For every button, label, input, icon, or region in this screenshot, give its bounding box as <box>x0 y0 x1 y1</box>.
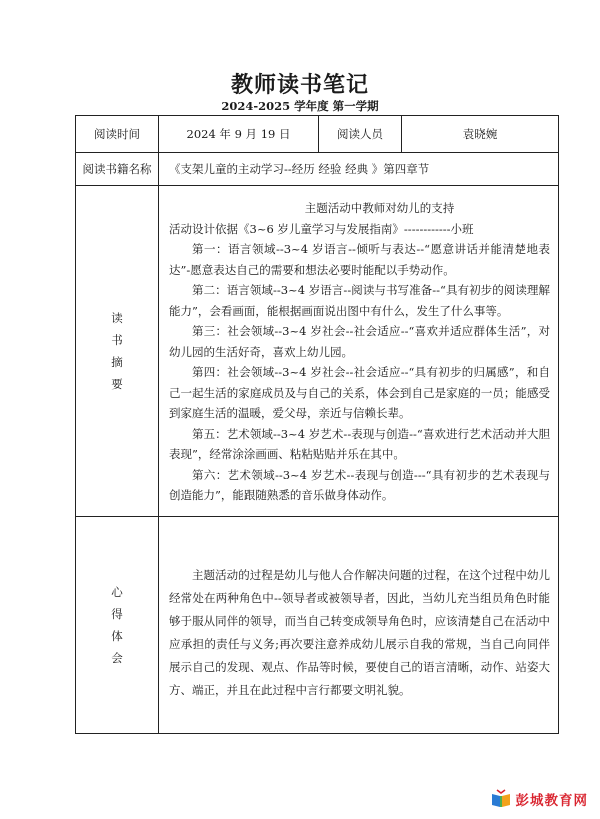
reflection-label-char: 体 <box>111 629 123 643</box>
summary-row <box>76 186 559 517</box>
summary-label-char: 书 <box>111 333 123 347</box>
reflection-label-char: 会 <box>111 651 123 665</box>
summary-basis: 活动设计依据《3~6 岁儿童学习与发展指南》------------小班 <box>169 221 474 236</box>
book-label: 阅读书籍名称 <box>76 153 159 186</box>
site-watermark <box>490 789 589 809</box>
summary-paragraph: 第三：社会领域--3~4 岁社会--社会适应--“喜欢并适应群体生活”，对幼儿园的生活好奇，喜欢上幼儿园。 <box>169 324 550 359</box>
reader-label: 阅读人员 <box>319 116 402 153</box>
document-subtitle: 2024-2025 学年度 第一学期 <box>221 99 379 113</box>
reflection-row <box>76 517 559 734</box>
reading-notes-form <box>75 115 559 734</box>
reader-value: 袁晓婉 <box>402 116 559 153</box>
reflection-label-char: 心 <box>111 585 123 599</box>
summary-heading: 主题活动中教师对幼儿的支持 <box>304 201 455 216</box>
reflection-text: 主题活动的过程是幼儿与他人合作解决问题的过程，在这个过程中幼儿经常处在两种角色中--领导者或被领导者，因此，当幼儿充当组员角色时能够于服从同伴的领导，而当自己转变成领导角色时，应该清楚自己在活动中应承担的责任与义务;再次要注意养成幼儿展示自我的常规，当自己向同伴展示自己的发现、观点、作品等时候，要使自己的语言清晰，动作、站姿大方、端正，并且在此过程中言行都要文明礼貌。 <box>169 568 550 697</box>
book-value: 《支架儿童的主动学习--经历 经验 经典 》第四章节 <box>159 153 559 186</box>
reflection-content <box>159 517 559 734</box>
reflection-label-char: 得 <box>111 607 123 621</box>
summary-paragraph: 第一：语言领域--3~4 岁语言--倾听与表达--“愿意讲话并能清楚地表达”-愿意表达自己的需要和想法必要时能配以手势动作。 <box>169 242 550 277</box>
summary-label <box>76 186 159 517</box>
summary-label-char: 摘 <box>111 355 123 369</box>
watermark-text: 彭城教育网 <box>515 793 588 809</box>
reflection-label <box>76 517 159 734</box>
summary-label-char: 要 <box>111 377 123 391</box>
summary-paragraph: 第四：社会领域--3~4 岁社会--社会适应--“具有初步的归属感”，和自己一起生活的家庭成员及与自己的关系，体会到自己是家庭的一员；能感受到家庭生活的温暖，爱父母，亲近与信赖长辈。 <box>169 365 550 421</box>
summary-label-char: 读 <box>111 311 123 325</box>
summary-paragraph: 第五：艺术领域--3~4 岁艺术--表现与创造--“喜欢进行艺术活动并大胆表现”，经常涂涂画画、粘粘贴贴并乐在其中。 <box>169 426 550 462</box>
reading-info-row <box>76 116 559 153</box>
open-book-icon <box>490 789 512 809</box>
summary-paragraph: 第六：艺术领域--3~4 岁艺术--表现与创造---“具有初步的艺术表现与创造能力”，能跟随熟悉的音乐做身体动作。 <box>169 467 550 503</box>
summary-paragraph: 第二：语言领域--3~4 岁语言--阅读与书写准备--“具有初步的阅读理解能力”，会看画面，能根据画面说出图中有什么，发生了什么事等。 <box>169 283 550 318</box>
document-title: 教师读书笔记 <box>230 72 369 98</box>
summary-content <box>159 186 559 517</box>
reading-time-label: 阅读时间 <box>76 116 159 153</box>
book-row <box>76 153 559 186</box>
reading-time-value: 2024 年 9 月 19 日 <box>159 116 319 153</box>
